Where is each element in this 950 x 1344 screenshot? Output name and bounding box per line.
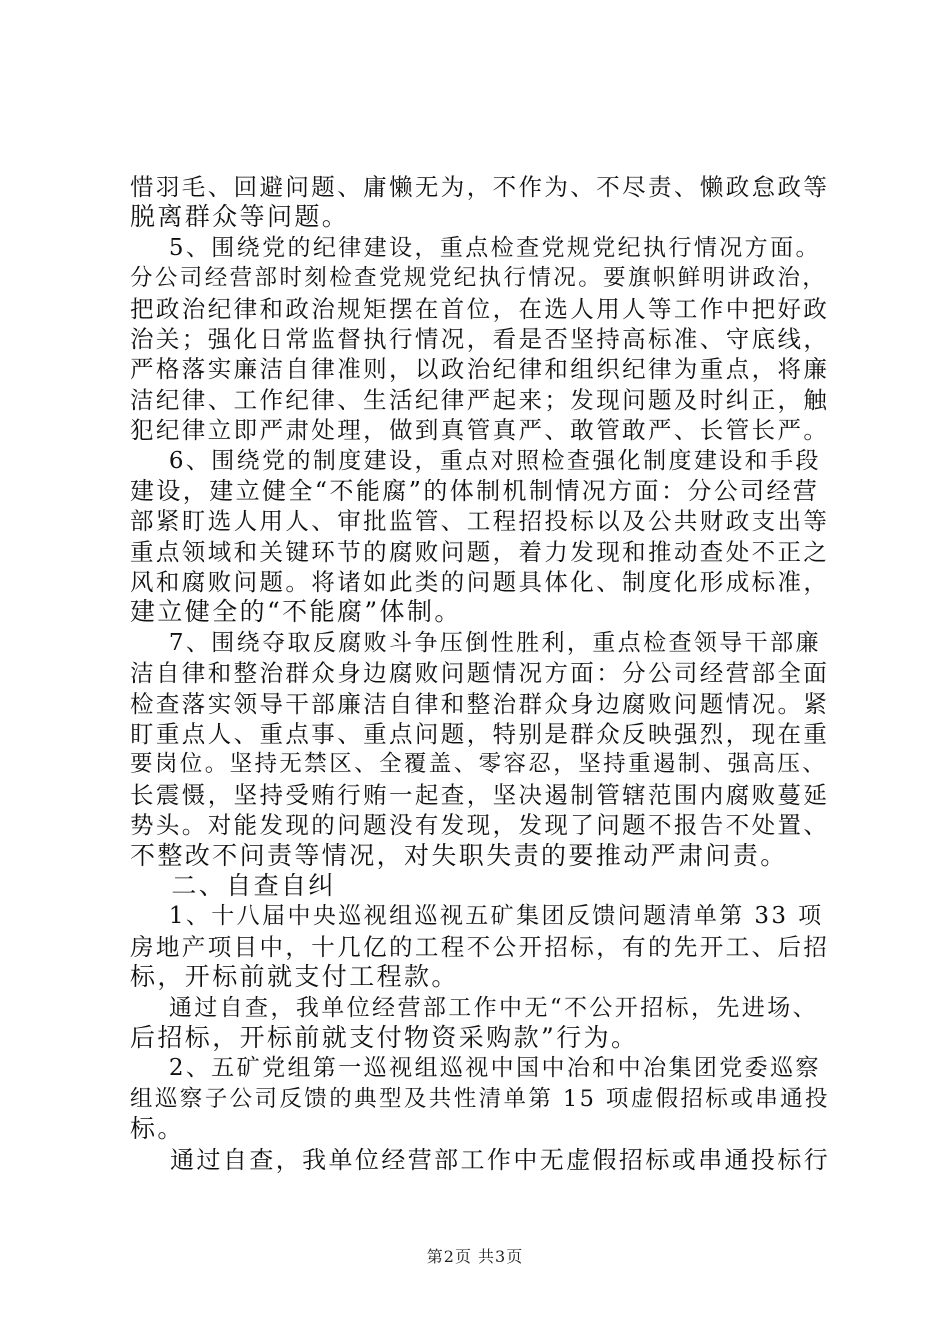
document-line: 7、围绕夺取反腐败斗争压倒性胜利，重点检查领导干部廉 — [130, 629, 821, 656]
document-line: 长震慑，坚持受贿行贿一起查，坚决遏制管辖范围内腐败蔓延 — [130, 780, 830, 809]
document-line: 治关；强化日常监督执行情况，看是否坚持高标准、守底线， — [130, 324, 830, 353]
document-line: 风和腐败问题。将诸如此类的问题具体化、制度化形成标准， — [130, 568, 830, 597]
document-line: 脱离群众等问题。 — [130, 202, 350, 232]
document-line: 势头。对能发现的问题没有发现，发现了问题不报告不处置、 — [130, 811, 830, 840]
document-line: 建设，建立健全“不能腐”的体制机制情况方面：分公司经营 — [130, 476, 820, 505]
document-line: 房地产项目中，十几亿的工程不公开招标，有的先开工、后招 — [130, 932, 830, 961]
document-line: 重点领域和关键环节的腐败问题，着力发现和推动查处不正之 — [130, 537, 830, 566]
document-line: 6、围绕党的制度建设，重点对照检查强化制度建设和手段 — [130, 447, 821, 474]
document-line: 后招标，开标前就支付物资采购款”行为。 — [130, 1022, 639, 1052]
document-line: 二、自查自纠 — [130, 870, 336, 900]
document-line: 标。 — [130, 1114, 185, 1144]
document-line: 分公司经营部时刻检查党规党纪执行情况。要旗帜鲜明讲政治， — [130, 265, 828, 292]
document-line: 要岗位。坚持无禁区、全覆盖、零容忍，坚持重遏制、强高压、 — [130, 751, 828, 778]
document-line: 建立健全的“不能腐”体制。 — [130, 597, 462, 627]
document-line: 洁纪律、工作纪律、生活纪律严起来；发现问题及时纠正，触 — [130, 385, 830, 414]
document-line: 检查落实领导干部廉洁自律和整治群众身边腐败问题情况。紧 — [130, 689, 830, 718]
document-line: 洁自律和整治群众身边腐败问题情况方面：分公司经营部全面 — [130, 659, 830, 688]
document-line: 2、五矿党组第一巡视组巡视中国中冶和中冶集团党委巡察 — [130, 1055, 821, 1082]
document-line: 惜羽毛、回避问题、庸懒无为，不作为、不尽责、懒政怠政等 — [130, 173, 830, 201]
document-line: 犯纪律立即严肃处理，做到真管真严、敢管敢严、长管长严。 — [130, 416, 830, 445]
document-line: 盯重点人、重点事、重点问题，特别是群众反映强烈，现在重 — [130, 720, 830, 749]
document-line: 通过自查，我单位经营部工作中无“不公开招标，先进场、 — [130, 994, 819, 1021]
page-footer: 第2页 共3页 — [426, 1247, 524, 1266]
document-line: 不整改不问责等情况，对失职失责的要推动严肃问责。 — [130, 840, 788, 870]
document-line: 通过自查，我单位经营部工作中无虚假招标或串通投标行 — [130, 1145, 831, 1174]
document-line: 把政治纪律和政治规矩摆在首位，在选人用人等工作中把好政 — [130, 294, 830, 323]
document-line: 1、十八届中央巡视组巡视五矿集团反馈问题清单第 33 项 — [130, 903, 824, 930]
document-line: 组巡察子公司反馈的典型及共性清单第 15 项虚假招标或串通投 — [130, 1085, 830, 1112]
document-body — [130, 172, 830, 1175]
document-line: 5、围绕党的纪律建设，重点检查党规党纪执行情况方面。 — [130, 234, 821, 261]
document-line: 标，开标前就支付工程款。 — [130, 962, 459, 992]
document-line: 部紧盯选人用人、审批监管、工程招投标以及公共财政支出等 — [130, 507, 830, 536]
document-line: 严格落实廉洁自律准则，以政治纪律和组织纪律为重点，将廉 — [130, 355, 830, 384]
